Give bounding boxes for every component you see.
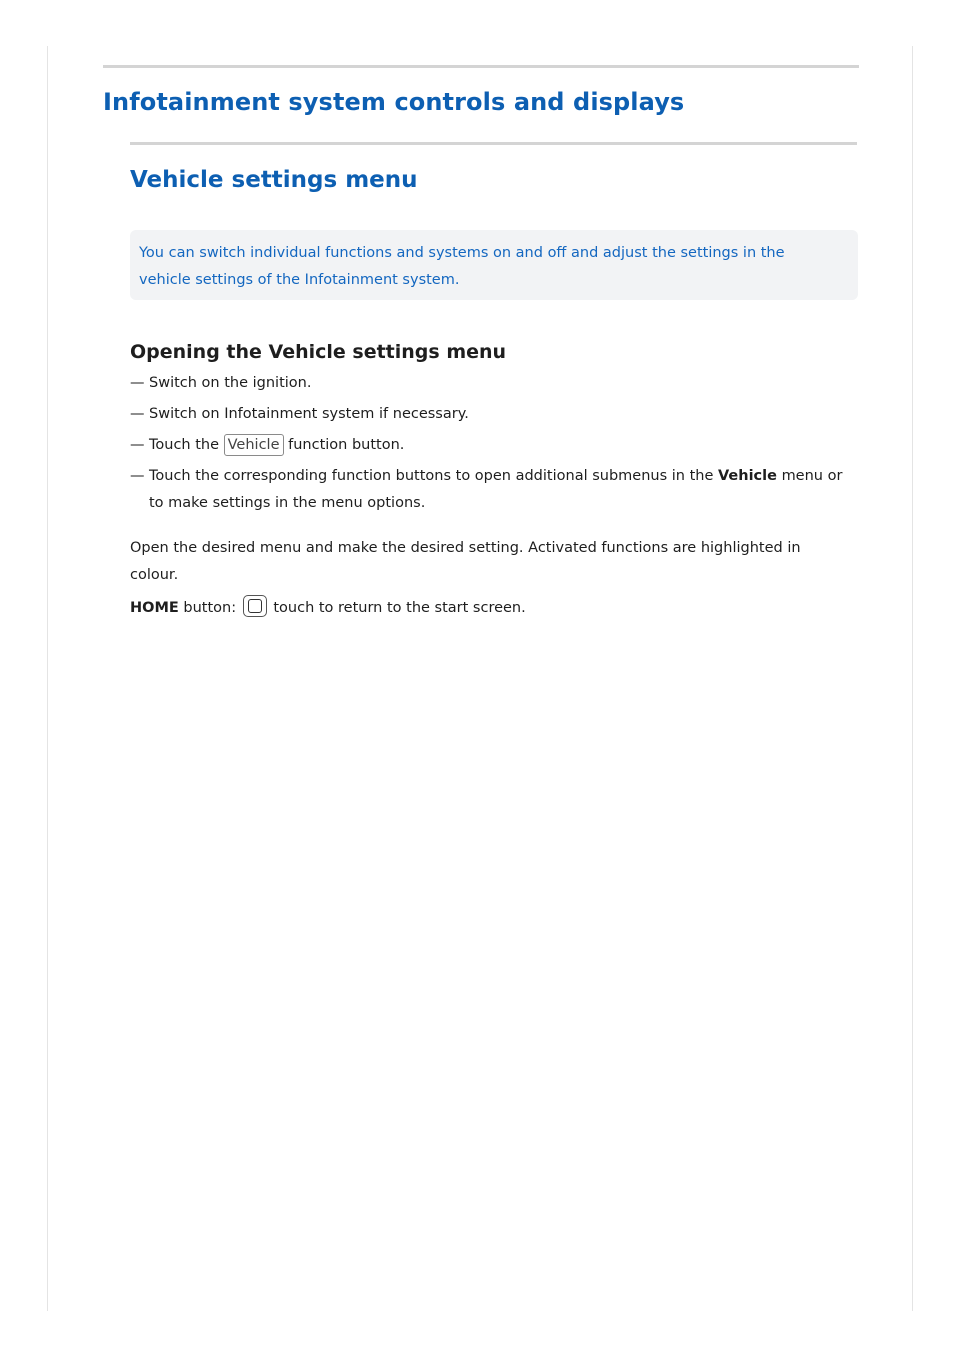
dash-marker: — bbox=[130, 406, 145, 422]
intro-box bbox=[130, 230, 858, 300]
step-4 bbox=[130, 463, 850, 517]
step-1 bbox=[130, 370, 850, 397]
step-3-text-before: Touch the bbox=[149, 437, 220, 453]
step-2 bbox=[130, 401, 850, 428]
intro-text: You can switch individual functions and systems on and off and adjust the settings in the vehicle settings of the Infotainment system. bbox=[139, 245, 785, 288]
step-3 bbox=[130, 432, 850, 459]
dash-marker: — bbox=[130, 468, 145, 484]
step-4-text-after: menu or to make settings in the menu options. bbox=[149, 468, 843, 511]
vehicle-menu-name: Vehicle bbox=[717, 468, 777, 484]
home-label: HOME bbox=[130, 600, 179, 616]
procedure-steps bbox=[130, 370, 850, 521]
instruction-paragraph: Open the desired menu and make the desired setting. Activated functions are highlighted in colour. bbox=[130, 540, 801, 583]
home-text-before: button: bbox=[183, 600, 237, 616]
dash-marker: — bbox=[130, 375, 145, 391]
home-instruction bbox=[130, 595, 830, 622]
step-2-text: Switch on Infotainment system if necessary. bbox=[149, 406, 469, 422]
step-3-text-after: function button. bbox=[288, 437, 405, 453]
chapter-title: Infotainment system controls and displays bbox=[103, 88, 685, 116]
section-title: Vehicle settings menu bbox=[130, 167, 418, 193]
home-text-after: touch to return to the start screen. bbox=[273, 600, 526, 616]
home-button-icon[interactable] bbox=[243, 595, 267, 617]
section-rule bbox=[130, 142, 857, 145]
dash-marker: — bbox=[130, 437, 145, 453]
chapter-rule bbox=[103, 65, 859, 68]
procedure-heading: Opening the Vehicle settings menu bbox=[130, 341, 507, 363]
vehicle-function-button[interactable]: Vehicle bbox=[224, 434, 284, 456]
step-1-text: Switch on the ignition. bbox=[149, 375, 312, 391]
right-margin-line bbox=[912, 46, 913, 1311]
step-4-text-before: Touch the corresponding function buttons to open additional submenus in the bbox=[149, 468, 714, 484]
left-margin-line bbox=[47, 46, 48, 1311]
